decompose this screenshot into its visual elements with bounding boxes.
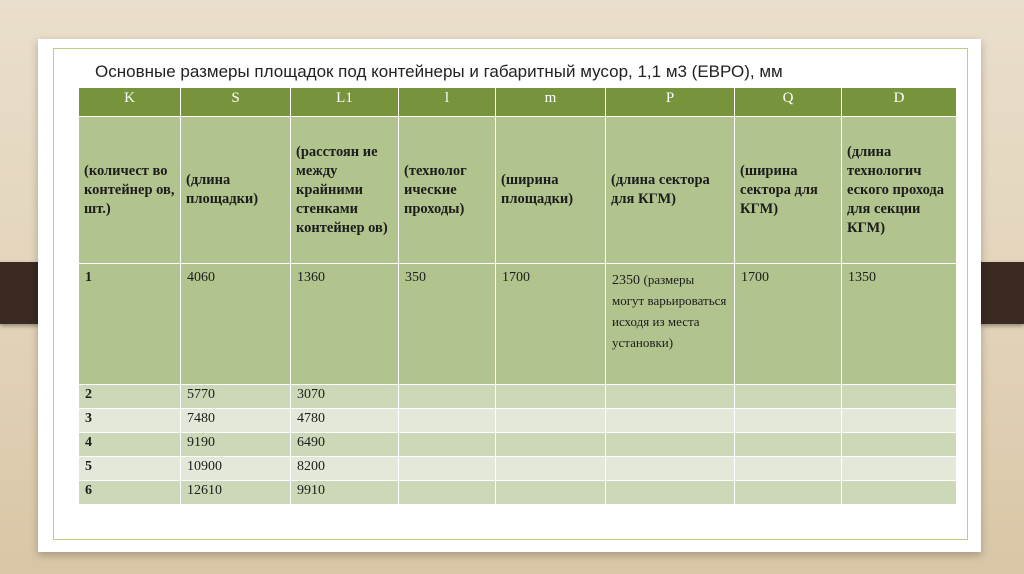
cell-empty [735,385,842,409]
cell-empty [606,409,735,433]
cell-empty [606,481,735,505]
cell-p [606,264,735,385]
cell-empty [496,409,606,433]
cell-k: 5 [79,457,181,481]
header-p: P [606,88,735,117]
cell-empty [842,433,957,457]
cell-s: 12610 [181,481,291,505]
cell-l1: 1360 [291,264,399,385]
cell-k: 3 [79,409,181,433]
right-tab-decoration [980,262,1024,324]
table-row [79,433,957,457]
cell-empty [735,481,842,505]
cell-d: 1350 [842,264,957,385]
desc-s: (длина площадки) [181,117,291,264]
cell-empty [735,409,842,433]
cell-s: 10900 [181,457,291,481]
cell-l: 350 [399,264,496,385]
dimensions-table [78,87,957,505]
cell-s: 9190 [181,433,291,457]
cell-l1: 6490 [291,433,399,457]
header-row [79,88,957,117]
description-row [79,117,957,264]
cell-empty [735,433,842,457]
table-row [79,457,957,481]
cell-s: 5770 [181,385,291,409]
header-m: m [496,88,606,117]
header-q: Q [735,88,842,117]
cell-l1: 3070 [291,385,399,409]
header-s: S [181,88,291,117]
cell-l1: 8200 [291,457,399,481]
table-row [79,264,957,385]
cell-empty [399,457,496,481]
cell-k: 6 [79,481,181,505]
header-l: l [399,88,496,117]
cell-empty [399,409,496,433]
cell-p-value: 2350 [612,273,640,288]
slide-title: Основные размеры площадок под контейнеры и габаритный мусор, 1,1 м3 (ЕВРО), мм [95,62,783,81]
cell-empty [842,409,957,433]
cell-empty [496,385,606,409]
cell-q: 1700 [735,264,842,385]
cell-empty [842,481,957,505]
cell-empty [606,457,735,481]
desc-l: (технолог ические проходы) [399,117,496,264]
header-d: D [842,88,957,117]
cell-empty [735,457,842,481]
cell-s: 7480 [181,409,291,433]
header-k: K [79,88,181,117]
desc-p: (длина сектора для КГМ) [606,117,735,264]
cell-empty [399,433,496,457]
cell-s: 4060 [181,264,291,385]
desc-m: (ширина площадки) [496,117,606,264]
cell-empty [606,385,735,409]
cell-empty [842,385,957,409]
cell-k: 4 [79,433,181,457]
cell-k: 2 [79,385,181,409]
cell-p-note: (размеры могут варьироваться исходя из места установки) [612,272,727,350]
cell-empty [496,457,606,481]
cell-k: 1 [79,264,181,385]
cell-empty [842,457,957,481]
cell-l1: 4780 [291,409,399,433]
desc-k: (количест во контейнер ов, шт.) [79,117,181,264]
cell-empty [399,385,496,409]
cell-empty [606,433,735,457]
cell-empty [496,433,606,457]
desc-d: (длина технологич еского прохода для секции КГМ) [842,117,957,264]
table-row [79,385,957,409]
cell-l1: 9910 [291,481,399,505]
desc-l1: (расстоян ие между крайними стенками контейнер ов) [291,117,399,264]
table-row [79,409,957,433]
cell-empty [496,481,606,505]
desc-q: (ширина сектора для КГМ) [735,117,842,264]
table-row [79,481,957,505]
header-l1: L1 [291,88,399,117]
cell-m: 1700 [496,264,606,385]
cell-empty [399,481,496,505]
